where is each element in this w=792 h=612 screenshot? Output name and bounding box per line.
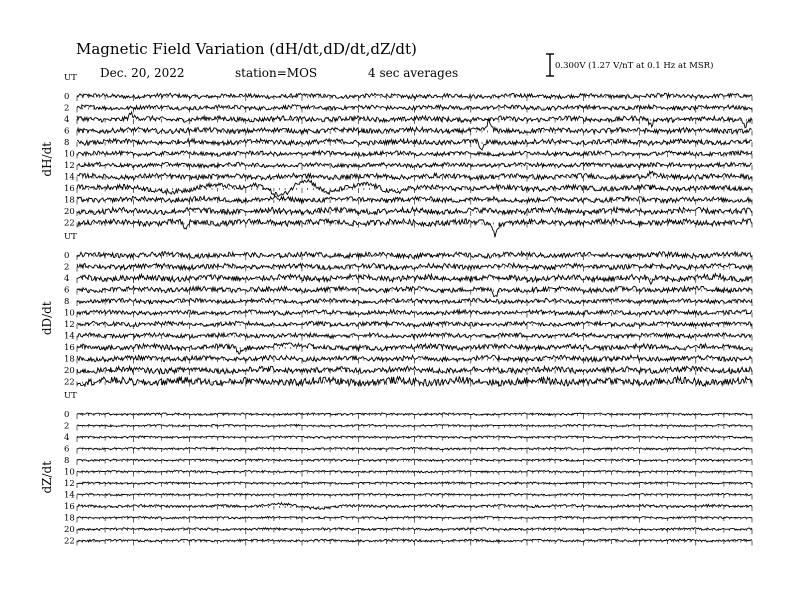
hour-label: 18 <box>64 513 75 524</box>
hour-label: 12 <box>64 320 75 330</box>
hour-label: 10 <box>64 149 75 160</box>
hour-label: 0 <box>64 251 70 261</box>
hour-label: 4 <box>64 433 70 443</box>
y-axis-label: dH/dt <box>40 141 54 177</box>
hour-label: 20 <box>64 525 75 535</box>
hour-label: 4 <box>64 274 70 284</box>
station-label: station=MOS <box>235 66 318 80</box>
panel-dH-dt <box>40 73 752 237</box>
hour-label: 16 <box>64 502 75 512</box>
minute-ticks <box>77 200 752 205</box>
scale-bar <box>546 54 554 76</box>
ut-label: UT <box>64 232 77 242</box>
hour-label: 16 <box>64 343 75 353</box>
minute-ticks <box>77 142 752 147</box>
hour-label: 8 <box>64 138 70 148</box>
ut-label: UT <box>64 391 77 401</box>
minute-ticks <box>77 495 752 500</box>
hour-label: 0 <box>64 92 70 102</box>
hour-label: 6 <box>64 285 70 296</box>
averaging-label: 4 sec averages <box>368 66 459 80</box>
hour-label: 6 <box>64 126 70 137</box>
hour-label: 8 <box>64 297 70 307</box>
hour-label: 16 <box>64 184 75 194</box>
hour-label: 20 <box>64 207 75 217</box>
chart-title: Magnetic Field Variation (dH/dt,dD/dt,dZ/dt) <box>76 40 417 58</box>
hour-label: 10 <box>64 467 75 478</box>
trace-22ut <box>77 219 752 238</box>
panel-dD-dt <box>40 232 752 388</box>
y-axis-label: dZ/dt <box>40 460 54 494</box>
hour-label: 2 <box>64 262 70 273</box>
scale-label: 0.300V (1.27 V/nT at 0.1 Hz at MSR) <box>555 61 714 71</box>
y-axis-label: dD/dt <box>40 301 54 336</box>
hour-label: 22 <box>64 218 75 229</box>
hour-label: 12 <box>64 479 75 489</box>
ut-label: UT <box>64 73 77 83</box>
hour-label: 18 <box>64 354 75 365</box>
hour-label: 10 <box>64 308 75 319</box>
trace-16ut <box>77 180 752 197</box>
hour-label: 6 <box>64 444 70 455</box>
hour-label: 2 <box>64 103 70 114</box>
hour-label: 14 <box>64 490 75 501</box>
hour-label: 22 <box>64 536 75 547</box>
hour-label: 0 <box>64 410 70 420</box>
panel-dZ-dt <box>40 391 752 547</box>
date-label: Dec. 20, 2022 <box>100 66 185 80</box>
hour-label: 18 <box>64 195 75 206</box>
hour-label: 2 <box>64 421 70 432</box>
hour-label: 14 <box>64 331 75 342</box>
hour-label: 4 <box>64 115 70 125</box>
hour-label: 12 <box>64 161 75 171</box>
hour-label: 8 <box>64 456 70 466</box>
minute-ticks <box>77 460 752 465</box>
hour-label: 14 <box>64 172 75 183</box>
hour-label: 22 <box>64 377 75 388</box>
panels <box>40 73 752 547</box>
hour-label: 20 <box>64 366 75 376</box>
